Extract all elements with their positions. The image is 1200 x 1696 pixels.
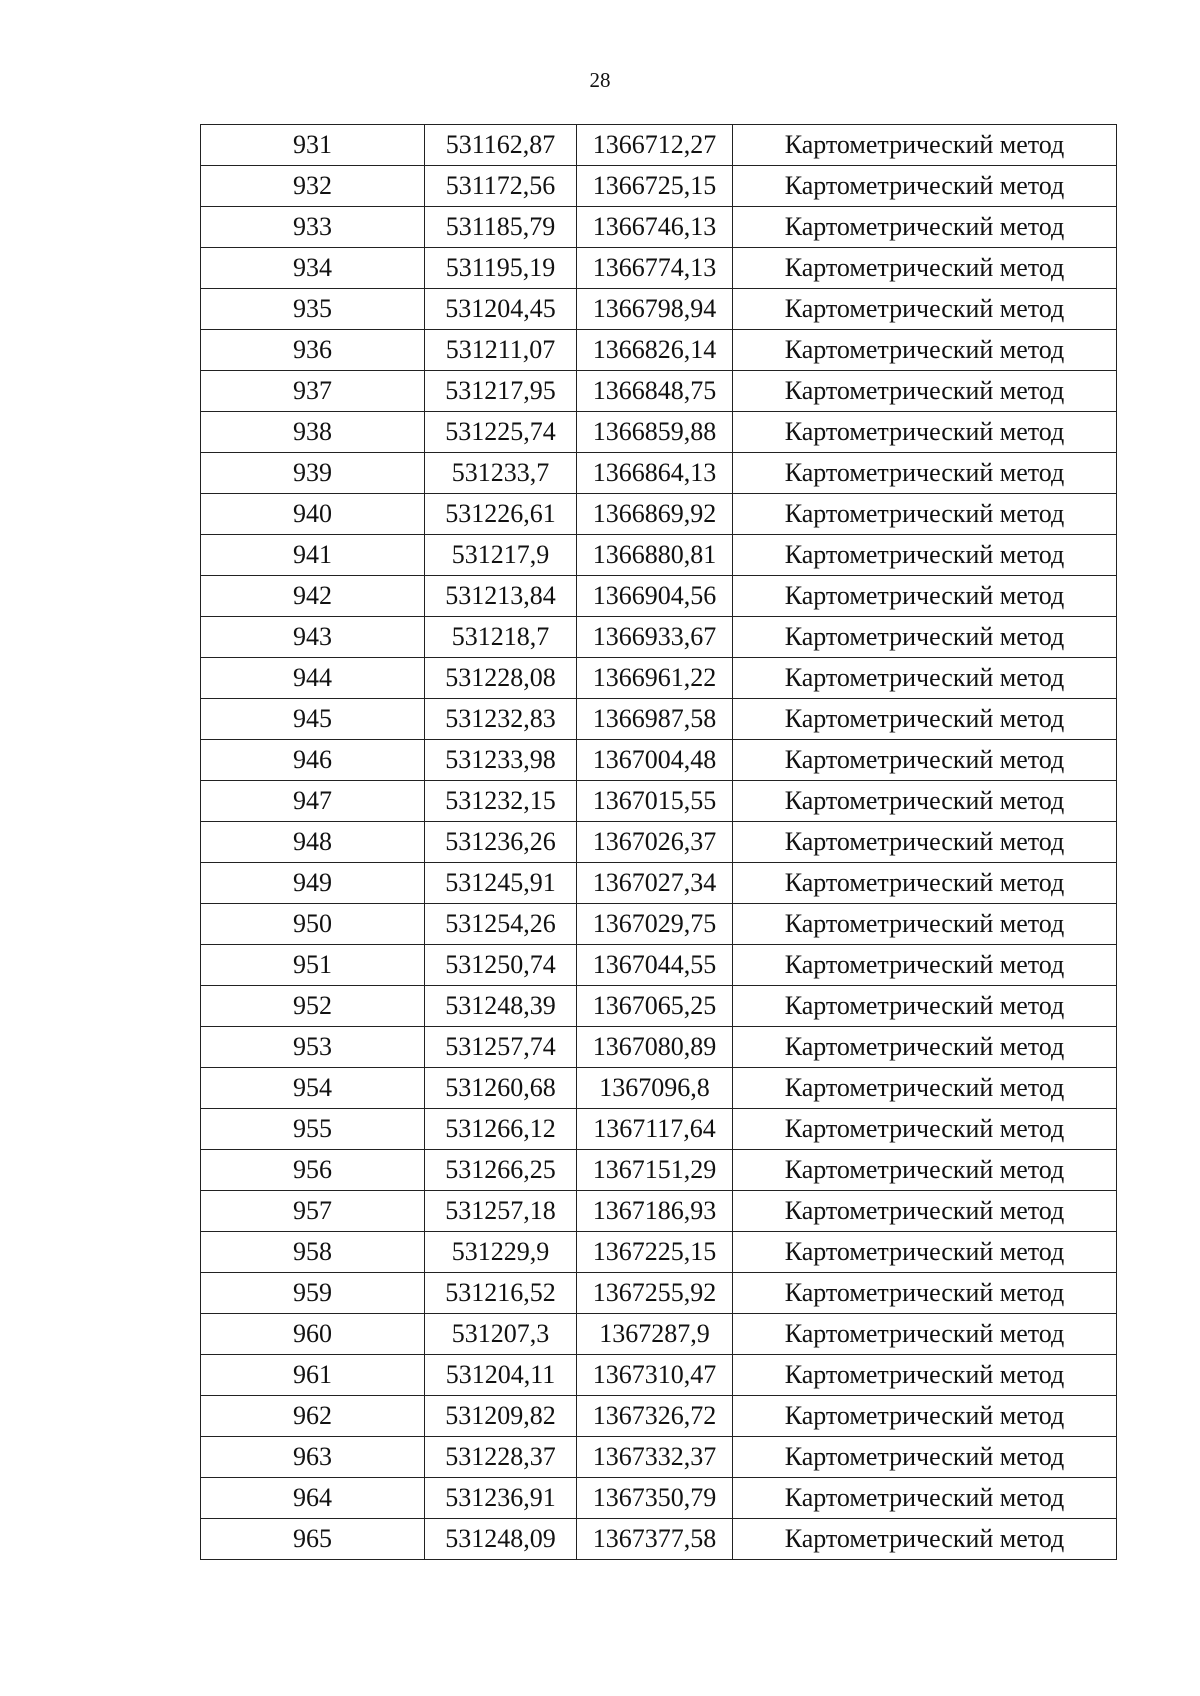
x-coordinate-cell: 531229,9 — [425, 1232, 577, 1273]
table-row — [201, 494, 1117, 535]
method-cell: Картометрический метод — [733, 822, 1117, 863]
table-row — [201, 1068, 1117, 1109]
point-number-cell: 938 — [201, 412, 425, 453]
y-coordinate-cell: 1367350,79 — [577, 1478, 733, 1519]
x-coordinate-cell: 531216,52 — [425, 1273, 577, 1314]
point-number-cell: 965 — [201, 1519, 425, 1560]
x-coordinate-cell: 531245,91 — [425, 863, 577, 904]
x-coordinate-cell: 531228,08 — [425, 658, 577, 699]
table-row — [201, 330, 1117, 371]
method-cell: Картометрический метод — [733, 904, 1117, 945]
y-coordinate-cell: 1366859,88 — [577, 412, 733, 453]
point-number-cell: 935 — [201, 289, 425, 330]
table-row — [201, 904, 1117, 945]
x-coordinate-cell: 531213,84 — [425, 576, 577, 617]
method-cell: Картометрический метод — [733, 453, 1117, 494]
y-coordinate-cell: 1367015,55 — [577, 781, 733, 822]
method-cell: Картометрический метод — [733, 699, 1117, 740]
x-coordinate-cell: 531207,3 — [425, 1314, 577, 1355]
point-number-cell: 933 — [201, 207, 425, 248]
point-number-cell: 952 — [201, 986, 425, 1027]
y-coordinate-cell: 1367080,89 — [577, 1027, 733, 1068]
method-cell: Картометрический метод — [733, 166, 1117, 207]
method-cell: Картометрический метод — [733, 740, 1117, 781]
point-number-cell: 941 — [201, 535, 425, 576]
method-cell: Картометрический метод — [733, 371, 1117, 412]
y-coordinate-cell: 1367255,92 — [577, 1273, 733, 1314]
table-row — [201, 207, 1117, 248]
table-row — [201, 1150, 1117, 1191]
x-coordinate-cell: 531226,61 — [425, 494, 577, 535]
point-number-cell: 934 — [201, 248, 425, 289]
y-coordinate-cell: 1367332,37 — [577, 1437, 733, 1478]
point-number-cell: 954 — [201, 1068, 425, 1109]
table-row — [201, 822, 1117, 863]
y-coordinate-cell: 1366880,81 — [577, 535, 733, 576]
table-row — [201, 125, 1117, 166]
point-number-cell: 945 — [201, 699, 425, 740]
y-coordinate-cell: 1366961,22 — [577, 658, 733, 699]
method-cell: Картометрический метод — [733, 863, 1117, 904]
point-number-cell: 947 — [201, 781, 425, 822]
method-cell: Картометрический метод — [733, 535, 1117, 576]
x-coordinate-cell: 531218,7 — [425, 617, 577, 658]
point-number-cell: 946 — [201, 740, 425, 781]
table-row — [201, 166, 1117, 207]
method-cell: Картометрический метод — [733, 248, 1117, 289]
point-number-cell: 962 — [201, 1396, 425, 1437]
y-coordinate-cell: 1367117,64 — [577, 1109, 733, 1150]
y-coordinate-cell: 1366712,27 — [577, 125, 733, 166]
table-row — [201, 740, 1117, 781]
y-coordinate-cell: 1367326,72 — [577, 1396, 733, 1437]
method-cell: Картометрический метод — [733, 1355, 1117, 1396]
x-coordinate-cell: 531217,9 — [425, 535, 577, 576]
table-row — [201, 699, 1117, 740]
x-coordinate-cell: 531232,83 — [425, 699, 577, 740]
method-cell: Картометрический метод — [733, 1519, 1117, 1560]
table-row — [201, 1519, 1117, 1560]
point-number-cell: 949 — [201, 863, 425, 904]
coordinates-table — [200, 124, 1117, 1560]
table-row — [201, 617, 1117, 658]
point-number-cell: 956 — [201, 1150, 425, 1191]
table-row — [201, 248, 1117, 289]
table-row — [201, 453, 1117, 494]
table-row — [201, 1109, 1117, 1150]
y-coordinate-cell: 1366904,56 — [577, 576, 733, 617]
point-number-cell: 940 — [201, 494, 425, 535]
y-coordinate-cell: 1367287,9 — [577, 1314, 733, 1355]
point-number-cell: 955 — [201, 1109, 425, 1150]
point-number-cell: 958 — [201, 1232, 425, 1273]
y-coordinate-cell: 1366725,15 — [577, 166, 733, 207]
x-coordinate-cell: 531236,91 — [425, 1478, 577, 1519]
method-cell: Картометрический метод — [733, 1314, 1117, 1355]
y-coordinate-cell: 1366848,75 — [577, 371, 733, 412]
point-number-cell: 931 — [201, 125, 425, 166]
point-number-cell: 960 — [201, 1314, 425, 1355]
method-cell: Картометрический метод — [733, 207, 1117, 248]
x-coordinate-cell: 531257,18 — [425, 1191, 577, 1232]
table-row — [201, 986, 1117, 1027]
x-coordinate-cell: 531217,95 — [425, 371, 577, 412]
point-number-cell: 953 — [201, 1027, 425, 1068]
x-coordinate-cell: 531248,09 — [425, 1519, 577, 1560]
point-number-cell: 943 — [201, 617, 425, 658]
table-row — [201, 371, 1117, 412]
y-coordinate-cell: 1366869,92 — [577, 494, 733, 535]
point-number-cell: 963 — [201, 1437, 425, 1478]
table-row — [201, 1478, 1117, 1519]
y-coordinate-cell: 1367377,58 — [577, 1519, 733, 1560]
table-row — [201, 945, 1117, 986]
x-coordinate-cell: 531185,79 — [425, 207, 577, 248]
table-body — [201, 125, 1117, 1560]
method-cell: Картометрический метод — [733, 1068, 1117, 1109]
method-cell: Картометрический метод — [733, 576, 1117, 617]
x-coordinate-cell: 531225,74 — [425, 412, 577, 453]
method-cell: Картометрический метод — [733, 1437, 1117, 1478]
method-cell: Картометрический метод — [733, 617, 1117, 658]
y-coordinate-cell: 1366746,13 — [577, 207, 733, 248]
x-coordinate-cell: 531162,87 — [425, 125, 577, 166]
y-coordinate-cell: 1367151,29 — [577, 1150, 733, 1191]
table-row — [201, 658, 1117, 699]
point-number-cell: 948 — [201, 822, 425, 863]
y-coordinate-cell: 1367004,48 — [577, 740, 733, 781]
y-coordinate-cell: 1367027,34 — [577, 863, 733, 904]
table-row — [201, 535, 1117, 576]
method-cell: Картометрический метод — [733, 289, 1117, 330]
method-cell: Картометрический метод — [733, 1273, 1117, 1314]
x-coordinate-cell: 531257,74 — [425, 1027, 577, 1068]
point-number-cell: 950 — [201, 904, 425, 945]
table-row — [201, 1232, 1117, 1273]
table-row — [201, 1396, 1117, 1437]
table-row — [201, 289, 1117, 330]
table-row — [201, 781, 1117, 822]
x-coordinate-cell: 531172,56 — [425, 166, 577, 207]
point-number-cell: 937 — [201, 371, 425, 412]
x-coordinate-cell: 531211,07 — [425, 330, 577, 371]
x-coordinate-cell: 531236,26 — [425, 822, 577, 863]
y-coordinate-cell: 1367026,37 — [577, 822, 733, 863]
method-cell: Картометрический метод — [733, 945, 1117, 986]
y-coordinate-cell: 1367044,55 — [577, 945, 733, 986]
point-number-cell: 951 — [201, 945, 425, 986]
x-coordinate-cell: 531204,45 — [425, 289, 577, 330]
x-coordinate-cell: 531195,19 — [425, 248, 577, 289]
method-cell: Картометрический метод — [733, 1150, 1117, 1191]
point-number-cell: 961 — [201, 1355, 425, 1396]
point-number-cell: 939 — [201, 453, 425, 494]
y-coordinate-cell: 1366774,13 — [577, 248, 733, 289]
x-coordinate-cell: 531266,25 — [425, 1150, 577, 1191]
y-coordinate-cell: 1366864,13 — [577, 453, 733, 494]
x-coordinate-cell: 531248,39 — [425, 986, 577, 1027]
method-cell: Картометрический метод — [733, 1396, 1117, 1437]
method-cell: Картометрический метод — [733, 986, 1117, 1027]
method-cell: Картометрический метод — [733, 1191, 1117, 1232]
method-cell: Картометрический метод — [733, 1232, 1117, 1273]
point-number-cell: 932 — [201, 166, 425, 207]
table-row — [201, 1191, 1117, 1232]
table-row — [201, 1437, 1117, 1478]
y-coordinate-cell: 1367186,93 — [577, 1191, 733, 1232]
x-coordinate-cell: 531209,82 — [425, 1396, 577, 1437]
method-cell: Картометрический метод — [733, 1478, 1117, 1519]
y-coordinate-cell: 1366798,94 — [577, 289, 733, 330]
x-coordinate-cell: 531250,74 — [425, 945, 577, 986]
method-cell: Картометрический метод — [733, 658, 1117, 699]
point-number-cell: 936 — [201, 330, 425, 371]
method-cell: Картометрический метод — [733, 125, 1117, 166]
method-cell: Картометрический метод — [733, 781, 1117, 822]
table-row — [201, 576, 1117, 617]
y-coordinate-cell: 1367029,75 — [577, 904, 733, 945]
table-row — [201, 1273, 1117, 1314]
table-row — [201, 1314, 1117, 1355]
method-cell: Картометрический метод — [733, 1109, 1117, 1150]
y-coordinate-cell: 1366826,14 — [577, 330, 733, 371]
point-number-cell: 959 — [201, 1273, 425, 1314]
table-row — [201, 412, 1117, 453]
x-coordinate-cell: 531228,37 — [425, 1437, 577, 1478]
method-cell: Картометрический метод — [733, 330, 1117, 371]
point-number-cell: 957 — [201, 1191, 425, 1232]
point-number-cell: 964 — [201, 1478, 425, 1519]
x-coordinate-cell: 531232,15 — [425, 781, 577, 822]
x-coordinate-cell: 531266,12 — [425, 1109, 577, 1150]
y-coordinate-cell: 1367096,8 — [577, 1068, 733, 1109]
y-coordinate-cell: 1367310,47 — [577, 1355, 733, 1396]
x-coordinate-cell: 531260,68 — [425, 1068, 577, 1109]
x-coordinate-cell: 531233,7 — [425, 453, 577, 494]
page-number: 28 — [589, 68, 611, 92]
x-coordinate-cell: 531254,26 — [425, 904, 577, 945]
table-row — [201, 1355, 1117, 1396]
y-coordinate-cell: 1366933,67 — [577, 617, 733, 658]
point-number-cell: 944 — [201, 658, 425, 699]
method-cell: Картометрический метод — [733, 1027, 1117, 1068]
y-coordinate-cell: 1367225,15 — [577, 1232, 733, 1273]
x-coordinate-cell: 531233,98 — [425, 740, 577, 781]
method-cell: Картометрический метод — [733, 494, 1117, 535]
table-row — [201, 1027, 1117, 1068]
y-coordinate-cell: 1367065,25 — [577, 986, 733, 1027]
table-row — [201, 863, 1117, 904]
x-coordinate-cell: 531204,11 — [425, 1355, 577, 1396]
point-number-cell: 942 — [201, 576, 425, 617]
y-coordinate-cell: 1366987,58 — [577, 699, 733, 740]
method-cell: Картометрический метод — [733, 412, 1117, 453]
